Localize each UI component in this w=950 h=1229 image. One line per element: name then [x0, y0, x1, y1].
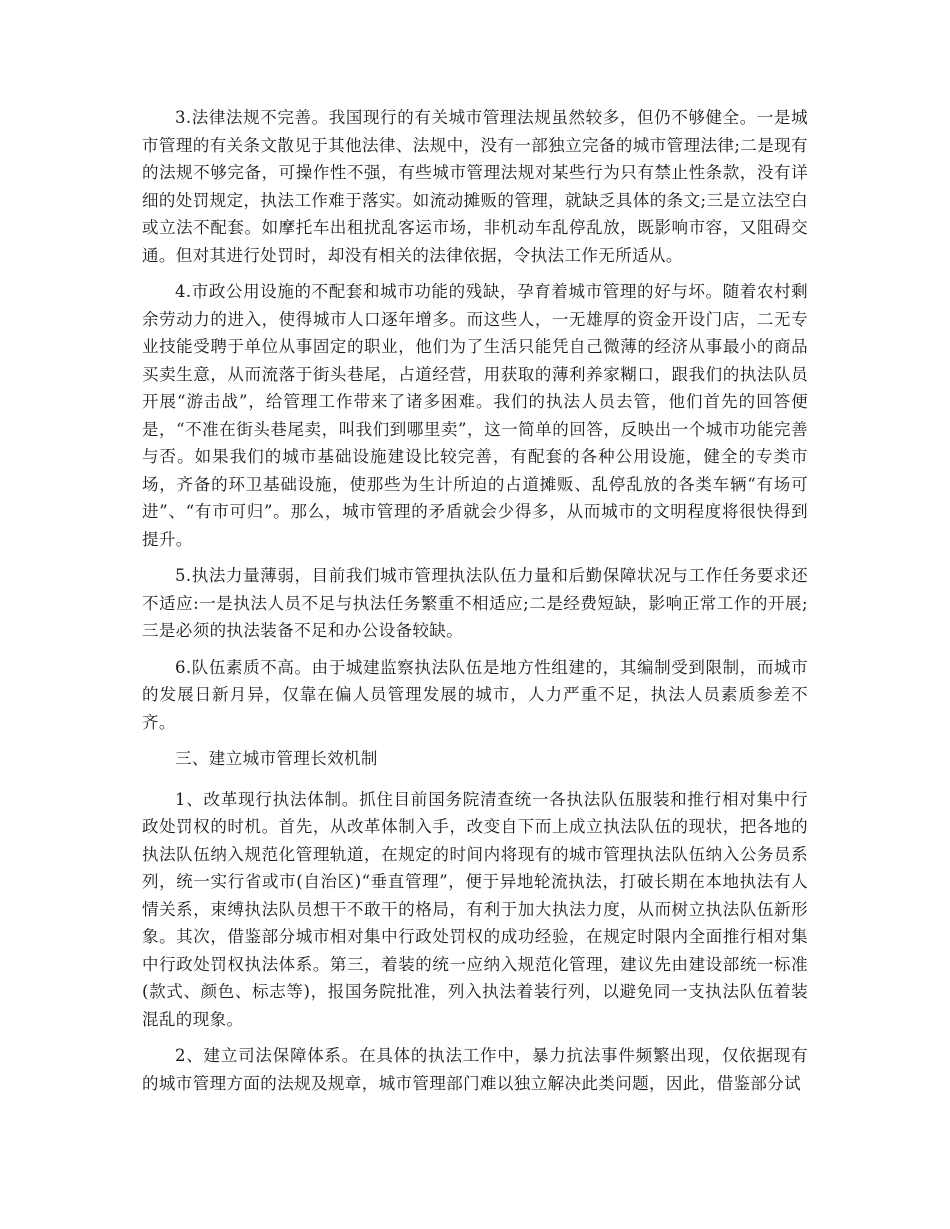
- paragraph-enforcement-capacity: 5.执法力量薄弱，目前我们城市管理执法队伍力量和后勤保障状况与工作任务要求还不适应:一是执法人员不足与执法任务繁重不相适应;二是经费短缺，影响正常工作的开展;三是必须的执法装备不足和办公设备较缺。: [142, 566, 808, 640]
- paragraph-reform-system: 1、改革现行执法体制。抓住目前国务院清查统一各执法队伍服装和推行相对集中行政处罚权的时机。首先，从改革体制入手，改变自下而上成立执法队伍的现状，把各地的执法队伍纳入规范化管理轨道，在规定的时间内将现有的城市管理执法队伍纳入公务员系列，统一实行省或市(自治区)“垂直管理”，便于异地轮流执法，打破长期在本地执法有人情关系，束缚执法队员想干不敢干的格局，有利于加大执法力度，从而树立执法队伍新形象。其次，借鉴部分城市相对集中行政处罚权的成功经验，在规定时限内全面推行相对集中行政处罚权执法体系。第三，着装的统一应纳入规范化管理，建议先由建设部统一标准(款式、颜色、标志等)，报国务院批准，列入执法着装行列，以避免同一支执法队伍着装混乱的现象。: [142, 789, 808, 1029]
- paragraph-legal-framework: 3.法律法规不完善。我国现行的有关城市管理法规虽然较多，但仍不够健全。一是城市管理的有关条文散见于其他法律、法规中，没有一部独立完备的城市管理法律;二是现有的法规不够完备，可操作性不强，有些城市管理法规对某些行为只有禁止性条款，没有详细的处罚规定，执法工作难于落实。如流动摊贩的管理，就缺乏具体的条文;三是立法空白或立法不配套。如摩托车出租扰乱客运市场，非机动车乱停乱放，既影响市容，又阻碍交通。但对其进行处罚时，却没有相关的法律依据，令执法工作无所适从。: [142, 108, 808, 265]
- section-heading: 三、建立城市管理长效机制: [175, 749, 378, 768]
- paragraph-public-facilities: 4.市政公用设施的不配套和城市功能的残缺，孕育着城市管理的好与坏。随着农村剩余劳动力的进入，使得城市人口逐年增多。而这些人，一无雄厚的资金开设门店，二无专业技能受聘于单位从事固定的职业，他们为了生活只能凭自己微薄的经济从事最小的商品买卖生意，从而流落于街头巷尾，占道经营，用获取的薄利养家糊口，跟我们的执法队员开展“游击战”，给管理工作带来了诸多困难。我们的执法人员去管，他们首先的回答便是，“不准在街头巷尾卖，叫我们到哪里卖”，这一简单的回答，反映出一个城市功能完善与否。如果我们的城市基础设施建设比较完善，有配套的各种公用设施，健全的专类市场，齐备的环卫基础设施，使那些为生计所迫的占道摊贩、乱停乱放的各类车辆“有场可进”、“有市可归”。那么，城市管理的矛盾就会少得多，从而城市的文明程度将很快得到提升。: [142, 282, 808, 549]
- document-page: [142, 104, 808, 1106]
- paragraph-team-quality: 6.队伍素质不高。由于城建监察执法队伍是地方性组建的，其编制受到限制，而城市的发展日新月异，仅靠在偏人员管理发展的城市，人力严重不足，执法人员素质参差不齐。: [142, 657, 808, 732]
- paragraph-judicial-guarantee: 2、建立司法保障体系。在具体的执法工作中，暴力抗法事件频繁出现，仅依据现有的城市管理方面的法规及规章，城市管理部门难以独立解决此类问题，因此，借鉴部分试: [142, 1046, 808, 1093]
